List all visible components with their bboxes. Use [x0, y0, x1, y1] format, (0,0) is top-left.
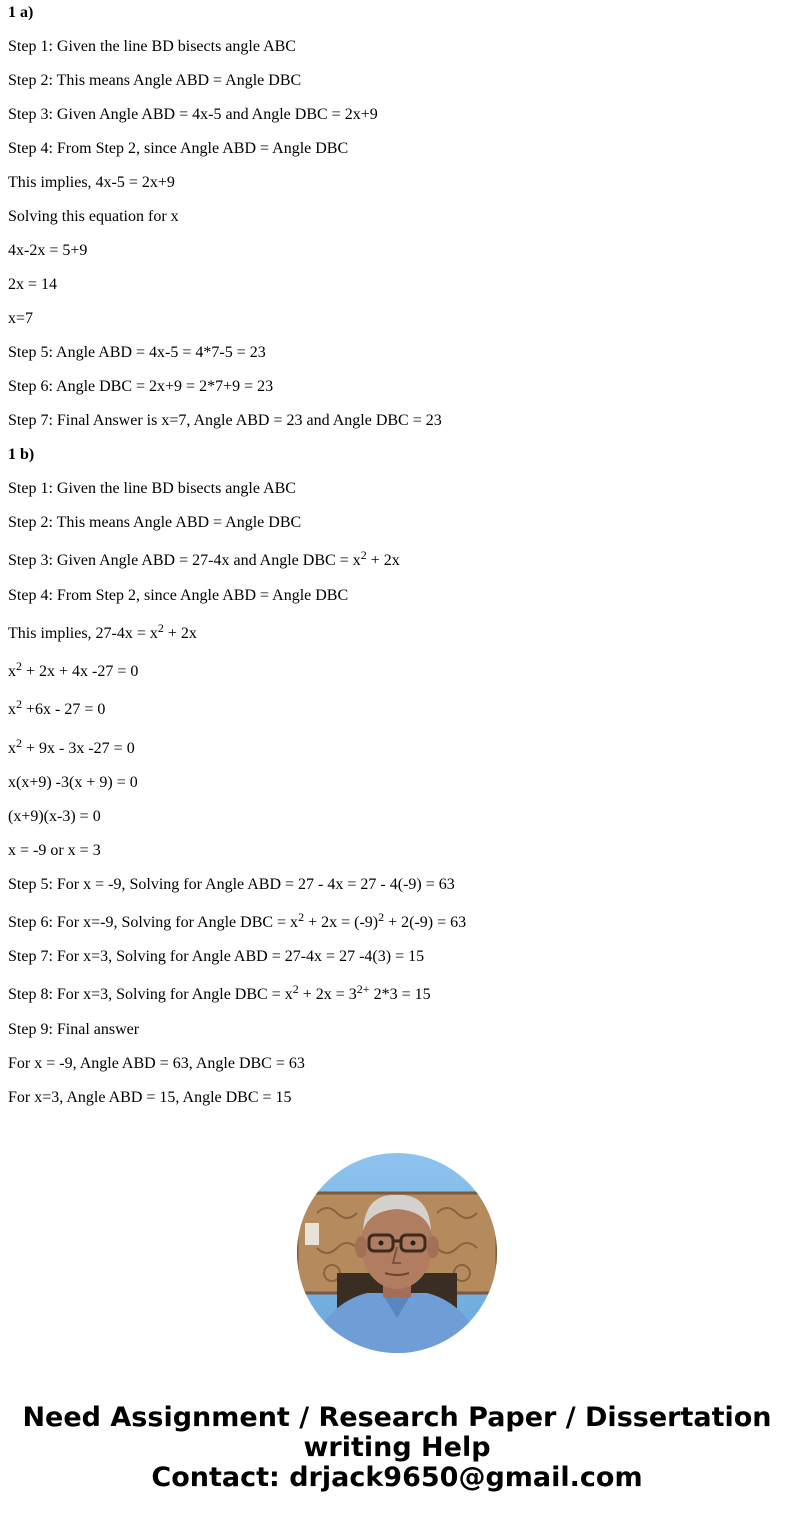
part-b-line: Step 1: Given the line BD bisects angle ABC [8, 480, 296, 497]
part-a-line: 4x-2x = 5+9 [8, 242, 88, 259]
text-segment: + 2x = 3 [298, 986, 357, 1003]
part-b-line: Step 2: This means Angle ABD = Angle DBC [8, 514, 302, 531]
text-segment: + 2x = (-9) [304, 914, 379, 931]
superscript: 2 [298, 910, 305, 924]
superscript: 2 [360, 548, 367, 562]
part-b-line: For x=3, Angle ABD = 15, Angle DBC = 15 [8, 1089, 292, 1106]
superscript: 2 [16, 659, 22, 673]
text-segment: + 2x [163, 625, 197, 642]
part-a-line: Step 5: Angle ABD = 4x-5 = 4*7-5 = 23 [8, 344, 266, 361]
part-b-line: For x = -9, Angle ABD = 63, Angle DBC = 63 [8, 1055, 305, 1072]
text-segment: 2*3 = 15 [369, 986, 431, 1003]
footer-line: writing Help [303, 1432, 491, 1463]
part-b-line: Step 5: For x = -9, Solving for Angle ABD = 27 - 4x = 27 - 4(-9) = 63 [8, 876, 455, 893]
part-b-line: Step 9: Final answer [8, 1021, 140, 1038]
text-segment: x [8, 740, 16, 757]
text-segment: + 2x + 4x -27 = 0 [22, 663, 139, 680]
superscript: 2 [16, 736, 22, 750]
text-segment: x [8, 701, 16, 718]
part-a-line: Step 1: Given the line BD bisects angle ABC [8, 38, 296, 55]
superscript: 2 [378, 910, 385, 924]
superscript: 2 [16, 697, 22, 711]
part-b-line [8, 697, 106, 719]
text-segment: This implies, 27-4x = x [8, 625, 158, 642]
part-b-line [8, 621, 197, 643]
author-portrait-image [297, 1153, 497, 1353]
part-b-heading: 1 b) [8, 446, 35, 463]
text-segment: + 2(-9) = 63 [384, 914, 467, 931]
text-segment: + 9x - 3x -27 = 0 [22, 740, 135, 757]
part-b-line [8, 659, 139, 681]
text-segment: +6x - 27 = 0 [22, 701, 106, 718]
part-b-line [8, 548, 400, 570]
part-a-line: Step 7: Final Answer is x=7, Angle ABD = 23 and Angle DBC = 23 [8, 412, 442, 429]
part-a-line: Step 4: From Step 2, since Angle ABD = Angle DBC [8, 140, 349, 157]
superscript: 2+ [356, 982, 370, 996]
part-b-line: x(x+9) -3(x + 9) = 0 [8, 774, 138, 791]
part-a-line: x=7 [8, 310, 34, 327]
part-a-line: Step 3: Given Angle ABD = 4x-5 and Angle DBC = 2x+9 [8, 106, 378, 123]
contact-email: Contact: drjack9650@gmail.com [151, 1462, 643, 1493]
text-segment: Step 8: For x=3, Solving for Angle DBC = x [8, 986, 293, 1003]
part-a-line: Step 6: Angle DBC = 2x+9 = 2*7+9 = 23 [8, 378, 274, 395]
author-avatar [297, 1153, 497, 1353]
part-b-line: Step 7: For x=3, Solving for Angle ABD = 27-4x = 27 -4(3) = 15 [8, 948, 425, 965]
part-b-line: (x+9)(x-3) = 0 [8, 808, 101, 825]
text-segment: + 2x [366, 552, 400, 569]
part-a-line: Step 2: This means Angle ABD = Angle DBC [8, 72, 302, 89]
part-a-line: Solving this equation for x [8, 208, 179, 225]
contact-footer [0, 1403, 794, 1493]
part-a-line: 2x = 14 [8, 276, 58, 293]
part-b-line: x = -9 or x = 3 [8, 842, 101, 859]
text-segment: Step 3: Given Angle ABD = 27-4x and Angle DBC = x [8, 552, 361, 569]
footer-line: Need Assignment / Research Paper / Dissertation [22, 1402, 772, 1433]
superscript: 2 [157, 621, 164, 635]
part-b-line [8, 982, 431, 1004]
text-segment: Step 6: For x=-9, Solving for Angle DBC = x [8, 914, 299, 931]
superscript: 2 [292, 982, 299, 996]
part-b-line [8, 910, 467, 932]
part-a-line: This implies, 4x-5 = 2x+9 [8, 174, 175, 191]
part-b-line [8, 736, 135, 758]
text-segment: x [8, 663, 16, 680]
part-b-line: Step 4: From Step 2, since Angle ABD = Angle DBC [8, 587, 349, 604]
part-a-heading: 1 a) [8, 4, 34, 21]
